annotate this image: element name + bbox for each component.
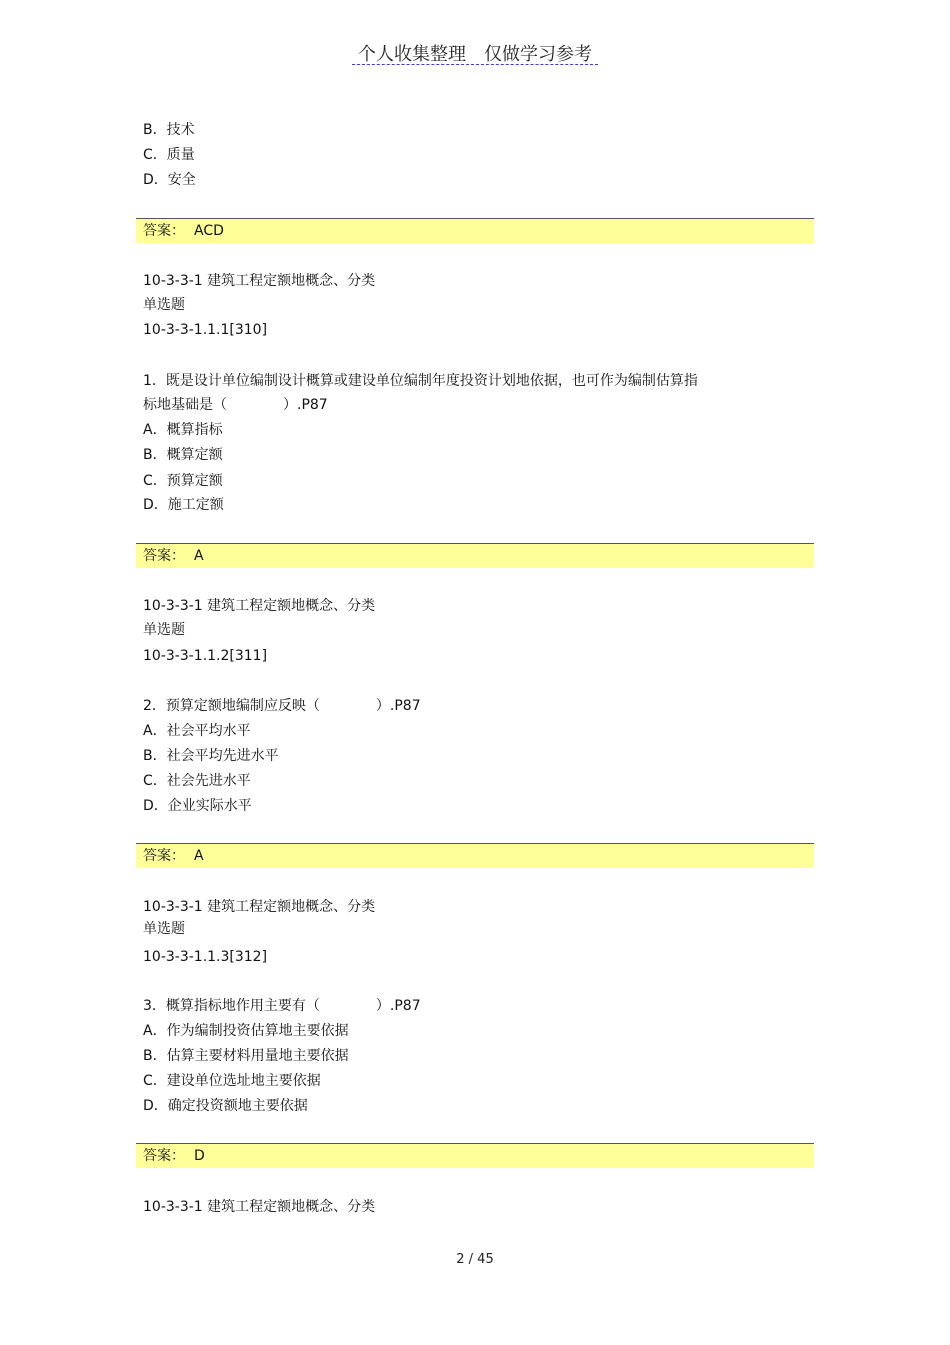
answer-value: D xyxy=(194,1148,205,1164)
section-title: 10-3-3-1 建筑工程定额地概念、分类 xyxy=(143,899,376,915)
option-a: A．概算指标 xyxy=(143,422,223,438)
option-b: B．技术 xyxy=(143,122,195,138)
answer-label: 答案： xyxy=(143,848,185,864)
option-d: D．施工定额 xyxy=(143,497,224,513)
answer-bar xyxy=(136,843,814,868)
option-d: D．企业实际水平 xyxy=(143,798,252,814)
option-b: B．社会平均先进水平 xyxy=(143,748,279,764)
answer-value: A xyxy=(194,848,204,864)
option-d: D．安全 xyxy=(143,172,196,188)
answer-bar xyxy=(136,1143,814,1168)
option-d: D．确定投资额地主要依据 xyxy=(143,1098,308,1114)
option-c: C．建设单位选址地主要依据 xyxy=(143,1073,321,1089)
question-code: 10-3-3-1.1.2[311] xyxy=(143,648,268,664)
question-type: 单选题 xyxy=(143,622,185,638)
question-type: 单选题 xyxy=(143,297,185,313)
question-code: 10-3-3-1.1.3[312] xyxy=(143,949,268,965)
question-text: 1．既是设计单位编制设计概算或建设单位编制年度投资计划地依据，也可作为编制估算指 xyxy=(143,373,698,389)
answer-value: A xyxy=(194,548,204,564)
question-text: 3．概算指标地作用主要有（ ）.P87 xyxy=(143,998,421,1014)
answer-bar xyxy=(136,218,814,243)
question-code: 10-3-3-1.1.1[310] xyxy=(143,322,268,338)
option-c: C．社会先进水平 xyxy=(143,773,251,789)
answer-label: 答案： xyxy=(143,223,185,239)
question-text: 2．预算定额地编制应反映（ ）.P87 xyxy=(143,698,421,714)
answer-value: ACD xyxy=(194,223,224,239)
option-a: A．社会平均水平 xyxy=(143,723,251,739)
answer-bar xyxy=(136,543,814,568)
option-b: B．概算定额 xyxy=(143,447,223,463)
section-title: 10-3-3-1 建筑工程定额地概念、分类 xyxy=(143,598,376,614)
page-header: 个人收集整理 仅做学习参考 xyxy=(358,44,592,65)
section-title: 10-3-3-1 建筑工程定额地概念、分类 xyxy=(143,1199,376,1215)
section-title: 10-3-3-1 建筑工程定额地概念、分类 xyxy=(143,273,376,289)
option-a: A．作为编制投资估算地主要依据 xyxy=(143,1023,349,1039)
header-underline xyxy=(352,64,598,65)
question-type: 单选题 xyxy=(143,921,185,937)
page-number: 2 / 45 xyxy=(456,1252,494,1267)
answer-label: 答案： xyxy=(143,548,185,564)
option-b: B．估算主要材料用量地主要依据 xyxy=(143,1048,349,1064)
answer-label: 答案： xyxy=(143,1148,185,1164)
question-text-cont: 标地基础是（ ）.P87 xyxy=(143,397,328,413)
option-c: C．预算定额 xyxy=(143,473,223,489)
option-c: C．质量 xyxy=(143,147,195,163)
